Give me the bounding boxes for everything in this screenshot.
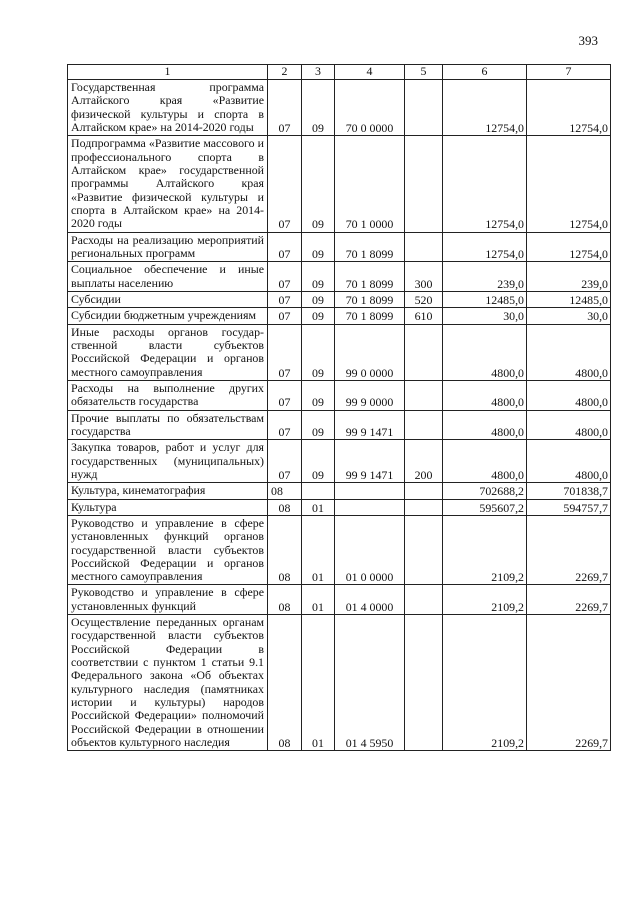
amount-year-2: 12754,0 [527,136,611,232]
expense-type-code [405,80,443,136]
expense-type-code [405,615,443,751]
expense-type-code: 610 [405,308,443,324]
table-row [68,291,611,307]
expense-type-code [405,136,443,232]
amount-year-1: 2109,2 [443,585,527,615]
amount-year-2: 2269,7 [527,585,611,615]
item-name: Расходы на реализацию мероприятий региональных программ [68,232,268,262]
column-header: 2 [268,65,302,80]
target-article-code: 99 9 1471 [335,440,405,483]
target-article-code: 70 1 8099 [335,291,405,307]
table-row [68,324,611,380]
subsection-code: 09 [302,80,335,136]
item-name: Иные расходы органов государственной власти субъектов Российской Федерации и органов местного самоуправления [68,324,268,380]
target-article-code: 99 9 0000 [335,380,405,410]
expense-type-code [405,380,443,410]
subsection-code [302,483,335,499]
expense-type-code [405,585,443,615]
subsection-code: 09 [302,440,335,483]
target-article-code: 70 1 8099 [335,308,405,324]
header-row [68,65,611,80]
subsection-code: 09 [302,232,335,262]
column-header: 3 [302,65,335,80]
amount-year-2: 4800,0 [527,324,611,380]
amount-year-1: 4800,0 [443,410,527,440]
amount-year-2: 4800,0 [527,440,611,483]
section-code: 07 [268,232,302,262]
expense-type-code [405,410,443,440]
target-article-code: 70 1 8099 [335,232,405,262]
budget-table [67,64,611,751]
table-row [68,262,611,292]
amount-year-2: 12754,0 [527,80,611,136]
table-row [68,410,611,440]
target-article-code: 99 0 0000 [335,324,405,380]
column-header: 6 [443,65,527,80]
expense-type-code [405,483,443,499]
target-article-code: 70 1 8099 [335,262,405,292]
subsection-code: 09 [302,262,335,292]
subsection-code: 09 [302,324,335,380]
amount-year-2: 701838,7 [527,483,611,499]
section-code: 08 [268,515,302,585]
section-code: 07 [268,262,302,292]
amount-year-1: 4800,0 [443,440,527,483]
amount-year-1: 2109,2 [443,615,527,751]
section-code: 07 [268,308,302,324]
amount-year-1: 4800,0 [443,324,527,380]
target-article-code: 01 4 5950 [335,615,405,751]
subsection-code: 09 [302,308,335,324]
item-name: Подпрограмма «Развитие массового и профессионального спорта в Алтайском крае» государственной программы Алтайского края «Развитие физической культуры и спорта в Алтайском крае» на 2014-2020 годы [68,136,268,232]
amount-year-1: 30,0 [443,308,527,324]
target-article-code [335,483,405,499]
column-header: 1 [68,65,268,80]
subsection-code: 09 [302,136,335,232]
section-code: 08 [268,615,302,751]
table-row [68,515,611,585]
subsection-code: 09 [302,380,335,410]
item-name: Руководство и управление в сфере установленных функций органов государственной власти субъектов Российской Федерации и органов местного самоуправления [68,515,268,585]
section-code: 07 [268,380,302,410]
amount-year-1: 4800,0 [443,380,527,410]
amount-year-1: 2109,2 [443,515,527,585]
item-name: Осуществление переданных органам государственной власти субъектов Российской Федерации в соответствии с пунктом 1 статьи 9.1 Федерального закона «Об объектах культурного наследия (памятниках истории и культуры) народов Российской Федерации» полномочий Российской Федерации в отношении объектов культурного наследия [68,615,268,751]
expense-type-code [405,515,443,585]
expense-type-code: 520 [405,291,443,307]
table-row [68,615,611,751]
subsection-code: 09 [302,410,335,440]
subsection-code: 01 [302,499,335,515]
amount-year-1: 595607,2 [443,499,527,515]
amount-year-1: 239,0 [443,262,527,292]
section-code: 08 [268,499,302,515]
target-article-code: 99 9 1471 [335,410,405,440]
section-code: 08 [268,483,302,499]
subsection-code: 01 [302,515,335,585]
amount-year-1: 12754,0 [443,80,527,136]
target-article-code: 01 4 0000 [335,585,405,615]
table-row [68,440,611,483]
expense-type-code: 300 [405,262,443,292]
subsection-code: 01 [302,615,335,751]
amount-year-2: 2269,7 [527,515,611,585]
table-row [68,483,611,499]
expense-type-code [405,499,443,515]
table-row [68,499,611,515]
item-name: Социальное обеспечение и иные выплаты населению [68,262,268,292]
section-code: 08 [268,585,302,615]
expense-type-code [405,232,443,262]
table-row [68,232,611,262]
section-code: 07 [268,324,302,380]
section-code: 07 [268,291,302,307]
amount-year-1: 12754,0 [443,136,527,232]
expense-type-code: 200 [405,440,443,483]
item-name: Субсидии [68,291,268,307]
item-name: Культура, кинематография [68,483,268,499]
amount-year-2: 4800,0 [527,410,611,440]
expense-type-code [405,324,443,380]
column-header: 5 [405,65,443,80]
table-row [68,136,611,232]
amount-year-1: 702688,2 [443,483,527,499]
amount-year-2: 594757,7 [527,499,611,515]
target-article-code: 70 1 0000 [335,136,405,232]
column-header: 4 [335,65,405,80]
item-name: Государственная программа Алтайского края «Развитие физической культуры и спорта в Алтайском крае» на 2014-2020 годы [68,80,268,136]
page-number: 393 [578,33,598,48]
amount-year-1: 12485,0 [443,291,527,307]
table-row [68,585,611,615]
column-header: 7 [527,65,611,80]
amount-year-2: 239,0 [527,262,611,292]
amount-year-2: 2269,7 [527,615,611,751]
table-row [68,308,611,324]
item-name: Расходы на выполнение других обязательств государства [68,380,268,410]
item-name: Закупка товаров, работ и услуг для государственных (муниципальных) нужд [68,440,268,483]
section-code: 07 [268,80,302,136]
item-name: Субсидии бюджетным учреждениям [68,308,268,324]
amount-year-1: 12754,0 [443,232,527,262]
target-article-code [335,499,405,515]
target-article-code: 01 0 0000 [335,515,405,585]
target-article-code: 70 0 0000 [335,80,405,136]
section-code: 07 [268,410,302,440]
amount-year-2: 12754,0 [527,232,611,262]
item-name: Прочие выплаты по обязательствам государства [68,410,268,440]
table-row [68,380,611,410]
amount-year-2: 30,0 [527,308,611,324]
section-code: 07 [268,440,302,483]
item-name: Культура [68,499,268,515]
section-code: 07 [268,136,302,232]
subsection-code: 01 [302,585,335,615]
amount-year-2: 12485,0 [527,291,611,307]
subsection-code: 09 [302,291,335,307]
item-name: Руководство и управление в сфере установленных функций [68,585,268,615]
table-row [68,80,611,136]
amount-year-2: 4800,0 [527,380,611,410]
